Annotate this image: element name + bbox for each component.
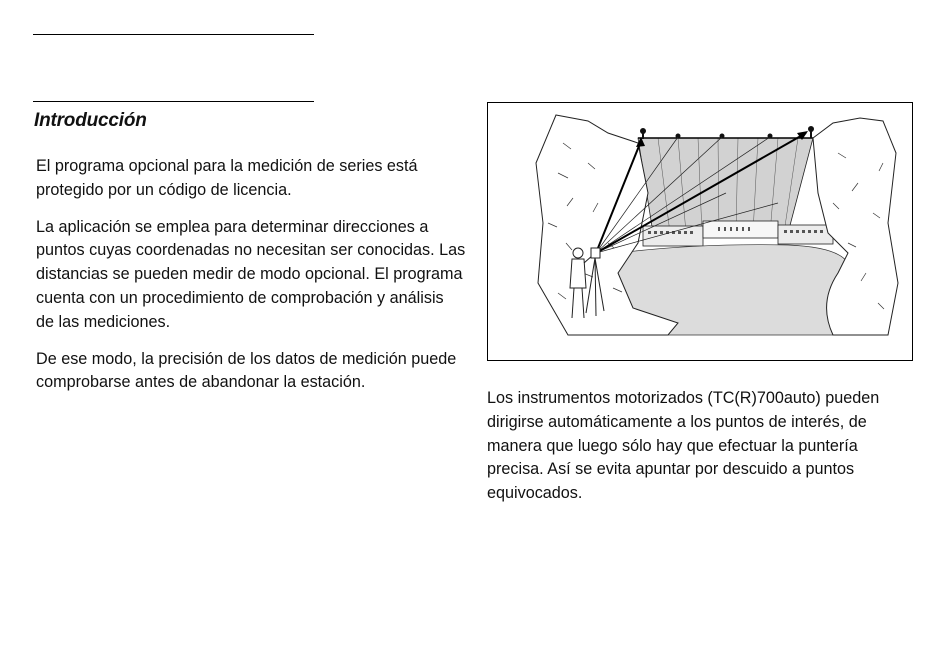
intro-paragraph-2: La aplicación se emplea para determinar direcciones a puntos cuyas coordenadas no necesitan ser conocidas. Las distancias se pueden medir de modo opcional. El programa cuenta con un procedimiento de comprobación y análisis de las mediciones. [36, 217, 466, 331]
intro-paragraph-1: El programa opcional para la medición de series está protegido por un código de licencia. [36, 157, 418, 199]
dam-survey-illustration-icon [488, 103, 911, 359]
intro-paragraph-3: De ese modo, la precisión de los datos de medición puede comprobarse antes de abandonar la estación. [36, 349, 457, 392]
motorized-instruments-paragraph: Los instrumentos motorizados (TC(R)700auto) pueden dirigirse automáticamente a los puntos de interés, de manera que luego sólo hay que efectuar la puntería precisa. Así se evita apuntar por descuido a puntos equivocados. [487, 389, 880, 503]
top-rule [33, 34, 314, 35]
heading-rule [33, 101, 314, 102]
section-heading: Introducción [34, 110, 147, 131]
left-column [36, 155, 466, 408]
dam-survey-figure [487, 102, 913, 361]
